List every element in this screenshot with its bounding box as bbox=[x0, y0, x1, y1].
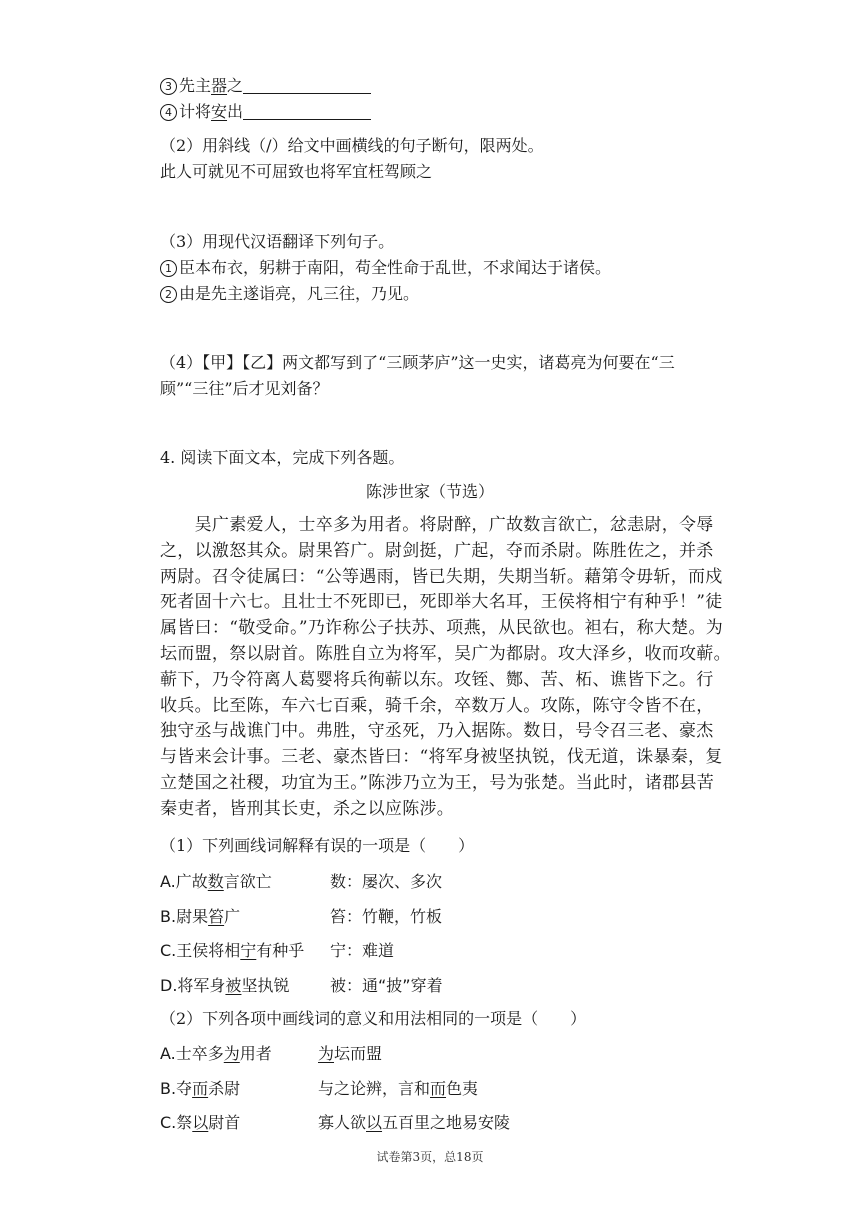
passage-line: 蕲下，乃令符离人葛婴将兵徇蕲以东。攻铚、酂、苦、柘、谯皆下之。行 bbox=[160, 669, 714, 690]
option-text bbox=[160, 907, 330, 927]
q4-heading: 4. 阅读下面文本，完成下列各题。 bbox=[160, 448, 405, 467]
option-text bbox=[160, 976, 330, 996]
circled-number: 4 bbox=[160, 104, 177, 121]
q4-sub1-prompt: （1）下列画线词解释有误的一项是（ ） bbox=[160, 836, 475, 855]
passage-line: 吴广素爱人，士卒多为用者。将尉醉，广故数言欲亡，忿恚尉，令辱 bbox=[160, 515, 714, 535]
underlined-word: 被 bbox=[225, 975, 242, 995]
circled-number: 1 bbox=[160, 260, 177, 277]
q3-sub1-item3: 3 先主器之 bbox=[160, 76, 371, 96]
option-post: 色夷 bbox=[446, 1078, 479, 1098]
passage-line: 秦吏者，皆刑其长吏，杀之以应陈涉。 bbox=[160, 798, 455, 819]
underlined-word: 宁 bbox=[240, 941, 257, 960]
q3-sub4-line1: （4）【甲】【乙】两文都写到了“三顾茅庐”这一史实，诸葛亮为何要在“三 bbox=[160, 353, 675, 372]
passage-line: 死者固十六七。且壮士不死即已，死即举大名耳，王侯将相宁有种乎！”徒 bbox=[160, 592, 723, 613]
q3-sub2-sentence: 此人可就见不可屈致也将军宜枉驾顾之 bbox=[160, 162, 433, 181]
q3-sub4-line2: 顾”“三往”后才见刘备？ bbox=[160, 379, 329, 398]
option-label: B. bbox=[160, 906, 177, 926]
option-post: 杀尉 bbox=[208, 1078, 241, 1098]
option-label: D. bbox=[160, 975, 178, 995]
answer-blank[interactable] bbox=[243, 103, 371, 120]
option-post: 用者 bbox=[239, 1044, 272, 1063]
option-post: 坛而盟 bbox=[334, 1044, 383, 1063]
option-explanation: 数：屡次、多次 bbox=[330, 872, 443, 891]
underlined-word: 以 bbox=[192, 1113, 209, 1132]
option-row[interactable] bbox=[160, 976, 443, 996]
option-label: A. bbox=[160, 872, 176, 891]
q3-sub3-item2: 2 由是先主遂诣亮，凡三往，乃见。 bbox=[160, 284, 419, 304]
passage-line: 收兵。比至陈，车六七百乘，骑千余，卒数万人。攻陈，陈守令皆不在， bbox=[160, 695, 714, 716]
passage-line: 属皆曰：“敬受命。”乃诈称公子扶苏、项燕，从民欲也。袒右，称大楚。为 bbox=[160, 618, 724, 639]
option-compare bbox=[318, 1113, 510, 1132]
circled-number: 3 bbox=[160, 78, 177, 95]
option-pre: 夺 bbox=[176, 1078, 193, 1098]
option-label: A. bbox=[160, 1044, 176, 1063]
option-pre: 与之论辨，言和 bbox=[318, 1078, 431, 1098]
passage-title: 陈涉世家（节选） bbox=[365, 482, 494, 501]
option-post: 广 bbox=[224, 906, 241, 926]
option-explanation: 宁：难道 bbox=[330, 941, 395, 960]
option-post: 有种乎 bbox=[256, 941, 305, 960]
option-text bbox=[160, 872, 330, 892]
passage-line: 立楚国之社稷，功宜为王。”陈涉乃立为王，号为张楚。当此时，诸郡县苦 bbox=[160, 773, 715, 793]
answer-blank[interactable] bbox=[243, 77, 371, 94]
underlined-word: 而 bbox=[192, 1078, 209, 1098]
option-pre: 广故 bbox=[175, 872, 208, 891]
option-row[interactable] bbox=[160, 907, 442, 927]
underlined-word: 为 bbox=[318, 1044, 335, 1063]
option-pre: 王侯将相 bbox=[176, 941, 241, 960]
circled-number: 2 bbox=[160, 286, 177, 303]
underlined-word: 器 bbox=[211, 76, 228, 95]
option-pre: 将军身 bbox=[177, 975, 226, 995]
q4-sub2-prompt: （2）下列各项中画线词的意义和用法相同的一项是（ ） bbox=[160, 1009, 587, 1028]
underlined-word: 笞 bbox=[208, 906, 225, 926]
option-post: 五百里之地易安陵 bbox=[382, 1113, 511, 1132]
option-compare bbox=[318, 1044, 382, 1063]
q3-sub1-item4: 4 计将安出 bbox=[160, 102, 371, 122]
option-row[interactable] bbox=[160, 1113, 510, 1133]
option-text bbox=[160, 1079, 318, 1099]
underlined-word: 以 bbox=[366, 1113, 383, 1132]
option-explanation: 笞：竹鞭，竹板 bbox=[330, 906, 443, 926]
option-row[interactable] bbox=[160, 1079, 478, 1099]
passage-line: 之，以激怒其众。尉果笞广。尉剑挺，广起，夺而杀尉。陈胜佐之，并杀 bbox=[160, 540, 714, 561]
option-label: C. bbox=[160, 1113, 177, 1132]
page-footer: 试卷第3页，总18页 bbox=[376, 1150, 484, 1164]
underlined-word: 为 bbox=[223, 1044, 240, 1063]
option-pre: 尉果 bbox=[176, 906, 209, 926]
passage-line: 坛而盟，祭以尉首。陈胜自立为将军，吴广为都尉。攻大泽乡，收而攻蕲。 bbox=[160, 644, 731, 664]
passage-line: 独守丞与战谯门中。弗胜，守丞死，乃入据陈。数日，号令召三老、豪杰 bbox=[160, 721, 714, 742]
option-text bbox=[160, 1113, 318, 1133]
option-post: 尉首 bbox=[208, 1113, 241, 1132]
option-pre: 士卒多 bbox=[175, 1044, 224, 1063]
option-post: 言欲亡 bbox=[223, 872, 272, 891]
passage-line: 与皆来会计事。三老、豪杰皆曰：“将军身被坚执锐，伐无道，诛暴秦，复 bbox=[160, 747, 723, 768]
underlined-word: 数 bbox=[207, 872, 224, 891]
option-pre: 寡人欲 bbox=[318, 1113, 367, 1132]
underlined-word: 而 bbox=[430, 1078, 447, 1098]
q3-sub3-prompt: （3）用现代汉语翻译下列句子。 bbox=[160, 232, 395, 251]
option-label: B. bbox=[160, 1078, 177, 1098]
option-row[interactable] bbox=[160, 1044, 382, 1064]
option-row[interactable] bbox=[160, 872, 442, 892]
q3-sub2-prompt: （2）用斜线（/）给文中画横线的句子断句，限两处。 bbox=[160, 136, 544, 155]
passage-line: 两尉。召令徒属曰：“公等遇雨，皆已失期，失期当斩。藉第令毋斩，而戍 bbox=[160, 566, 723, 587]
option-label: C. bbox=[160, 941, 177, 960]
option-text bbox=[160, 941, 330, 961]
option-pre: 祭 bbox=[176, 1113, 193, 1132]
underlined-word: 安 bbox=[211, 102, 228, 121]
option-post: 坚执锐 bbox=[241, 975, 290, 995]
option-explanation: 被：通“披”穿着 bbox=[330, 975, 443, 995]
option-compare bbox=[318, 1079, 478, 1098]
q3-sub3-item1: 1 臣本布衣，躬耕于南阳，苟全性命于乱世，不求闻达于诸侯。 bbox=[160, 258, 611, 278]
option-row[interactable] bbox=[160, 941, 394, 961]
option-text bbox=[160, 1044, 318, 1064]
